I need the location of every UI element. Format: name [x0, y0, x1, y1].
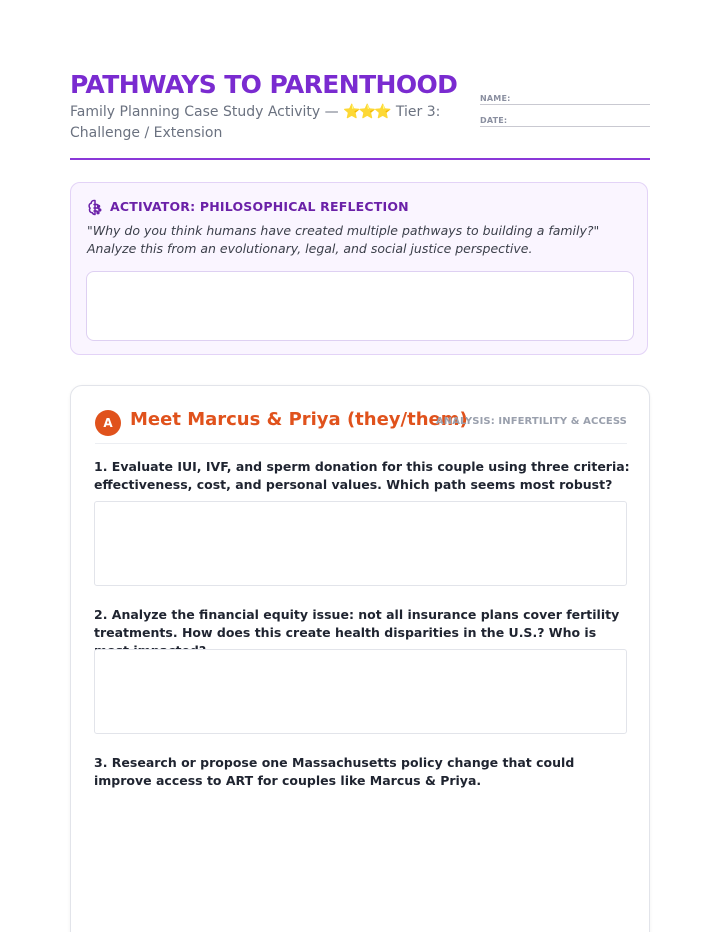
activator-heading: ACTIVATOR: PHILOSOPHICAL REFLECTION [110, 199, 409, 214]
tier-stars-icon: ⭐⭐⭐ [343, 104, 390, 120]
case-divider [95, 443, 627, 444]
case-study-card [70, 385, 650, 932]
activator-panel [70, 182, 648, 355]
question-3: 3. Research or propose one Massachusetts policy change that could improve access to ART for couples like Marcus & Priya. [94, 755, 575, 788]
answer-box-2[interactable] [94, 649, 627, 734]
subtitle-tier: Tier 3: Challenge / Extension [70, 104, 441, 141]
brain-icon [87, 198, 105, 216]
worksheet-header [70, 70, 650, 160]
date-label: DATE: [480, 116, 508, 125]
name-date-fields [480, 90, 650, 134]
case-badge: A [95, 410, 121, 436]
case-title: Meet Marcus & Priya (they/them) [130, 409, 468, 430]
subtitle-prefix: Family Planning Case Study Activity — [70, 104, 339, 120]
case-tag: ANALYSIS: INFERTILITY & ACCESS [435, 416, 627, 427]
name-label: NAME: [480, 94, 511, 103]
question-2: 2. Analyze the financial equity issue: not all insurance plans cover fertility treatments. How does this create health disparities in the U.S.? Who is [94, 607, 620, 640]
answer-box-1[interactable] [94, 501, 627, 586]
header-divider [70, 158, 650, 160]
name-field[interactable] [480, 90, 650, 105]
date-field[interactable] [480, 112, 650, 127]
activator-answer-box[interactable] [86, 271, 634, 341]
page-subtitle [70, 102, 450, 144]
page-title: PATHWAYS TO PARENTHOOD [70, 70, 458, 99]
activator-prompt: "Why do you think humans have created multiple pathways to building a family?" Analyze this from an evolutionary, legal, and social justice perspective. [87, 223, 600, 256]
question-1: 1. Evaluate IUI, IVF, and sperm donation for this couple using three criteria: effectiveness, cost, and personal values. Which path seems most robust? [94, 459, 630, 492]
